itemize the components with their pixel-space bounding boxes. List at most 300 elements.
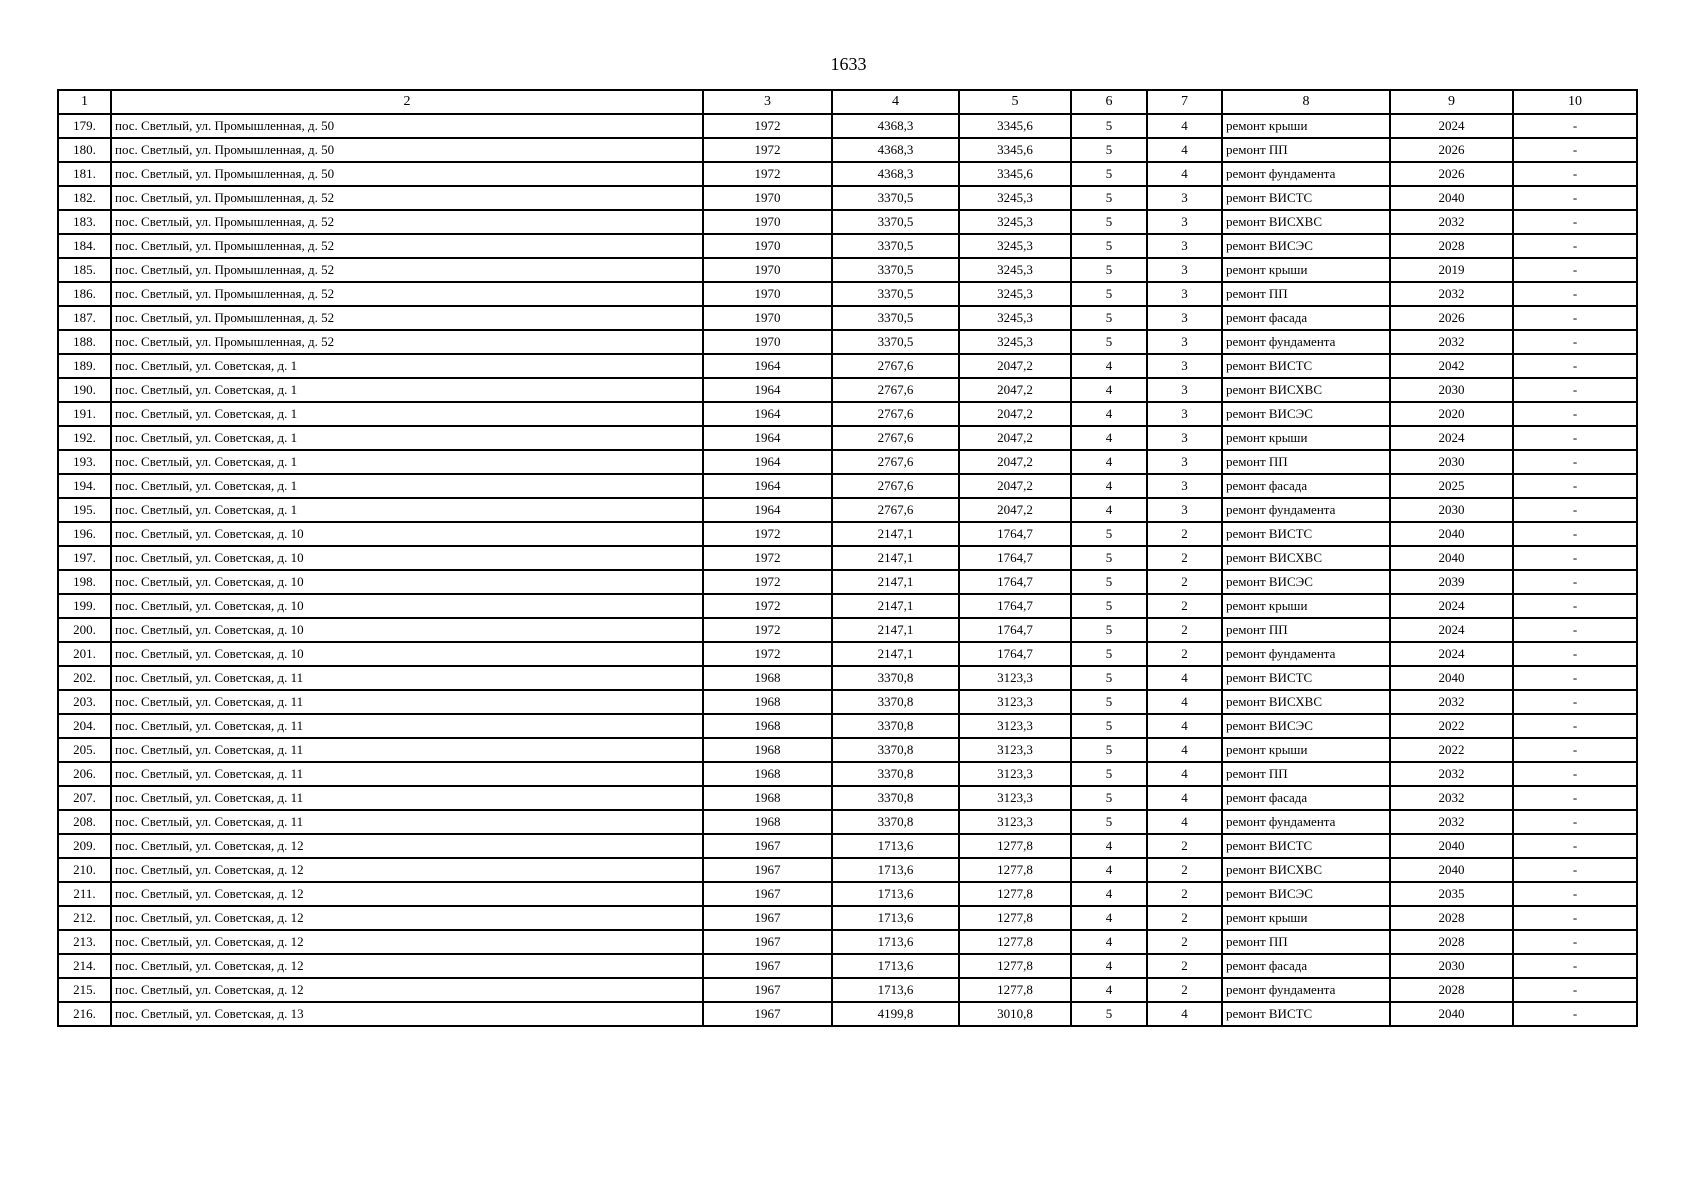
- address-cell: пос. Светлый, ул. Промышленная, д. 52: [111, 306, 703, 330]
- address-cell: пос. Светлый, ул. Советская, д. 10: [111, 546, 703, 570]
- living-area-cell: 2047,2: [959, 378, 1071, 402]
- note-cell: -: [1513, 618, 1637, 642]
- total-area-cell: 1713,6: [832, 954, 959, 978]
- row-number-cell: 182.: [58, 186, 111, 210]
- year-built-cell: 1964: [703, 426, 832, 450]
- address-cell: пос. Светлый, ул. Советская, д. 1: [111, 474, 703, 498]
- planned-year-cell: 2020: [1390, 402, 1513, 426]
- year-built-cell: 1970: [703, 234, 832, 258]
- table-row: [58, 210, 1637, 234]
- work-type-cell: ремонт ВИСЭС: [1222, 402, 1390, 426]
- planned-year-cell: 2040: [1390, 858, 1513, 882]
- address-cell: пос. Светлый, ул. Советская, д. 11: [111, 738, 703, 762]
- note-cell: -: [1513, 474, 1637, 498]
- note-cell: -: [1513, 882, 1637, 906]
- note-cell: -: [1513, 402, 1637, 426]
- note-cell: -: [1513, 762, 1637, 786]
- entrances-cell: 4: [1147, 138, 1222, 162]
- row-number-cell: 215.: [58, 978, 111, 1002]
- work-type-cell: ремонт крыши: [1222, 906, 1390, 930]
- row-number-cell: 193.: [58, 450, 111, 474]
- column-header: 4: [832, 90, 959, 114]
- work-type-cell: ремонт крыши: [1222, 426, 1390, 450]
- note-cell: -: [1513, 642, 1637, 666]
- year-built-cell: 1972: [703, 618, 832, 642]
- column-header: 10: [1513, 90, 1637, 114]
- table-row: [58, 162, 1637, 186]
- floors-cell: 4: [1071, 858, 1147, 882]
- work-type-cell: ремонт крыши: [1222, 258, 1390, 282]
- living-area-cell: 3123,3: [959, 714, 1071, 738]
- year-built-cell: 1967: [703, 954, 832, 978]
- living-area-cell: 2047,2: [959, 474, 1071, 498]
- floors-cell: 5: [1071, 210, 1147, 234]
- floors-cell: 5: [1071, 546, 1147, 570]
- living-area-cell: 3010,8: [959, 1002, 1071, 1026]
- total-area-cell: 3370,5: [832, 210, 959, 234]
- floors-cell: 5: [1071, 522, 1147, 546]
- year-built-cell: 1967: [703, 1002, 832, 1026]
- floors-cell: 5: [1071, 282, 1147, 306]
- planned-year-cell: 2030: [1390, 450, 1513, 474]
- entrances-cell: 2: [1147, 858, 1222, 882]
- table-row: [58, 474, 1637, 498]
- table-row: [58, 1002, 1637, 1026]
- row-number-cell: 179.: [58, 114, 111, 138]
- work-type-cell: ремонт ПП: [1222, 618, 1390, 642]
- planned-year-cell: 2032: [1390, 210, 1513, 234]
- address-cell: пос. Светлый, ул. Промышленная, д. 50: [111, 162, 703, 186]
- row-number-cell: 210.: [58, 858, 111, 882]
- table-row: [58, 498, 1637, 522]
- work-type-cell: ремонт фундамента: [1222, 162, 1390, 186]
- address-cell: пос. Светлый, ул. Советская, д. 13: [111, 1002, 703, 1026]
- table-row: [58, 138, 1637, 162]
- planned-year-cell: 2032: [1390, 786, 1513, 810]
- planned-year-cell: 2040: [1390, 1002, 1513, 1026]
- year-built-cell: 1967: [703, 906, 832, 930]
- table-row: [58, 882, 1637, 906]
- table-row: [58, 258, 1637, 282]
- floors-cell: 5: [1071, 330, 1147, 354]
- table-row: [58, 234, 1637, 258]
- table-row: [58, 618, 1637, 642]
- total-area-cell: 3370,5: [832, 282, 959, 306]
- year-built-cell: 1970: [703, 210, 832, 234]
- address-cell: пос. Светлый, ул. Советская, д. 1: [111, 402, 703, 426]
- table-row: [58, 114, 1637, 138]
- table-row: [58, 858, 1637, 882]
- floors-cell: 4: [1071, 930, 1147, 954]
- row-number-cell: 213.: [58, 930, 111, 954]
- address-cell: пос. Светлый, ул. Промышленная, д. 52: [111, 234, 703, 258]
- page-number: 1633: [830, 54, 867, 74]
- total-area-cell: 3370,8: [832, 762, 959, 786]
- year-built-cell: 1970: [703, 186, 832, 210]
- table-row: [58, 978, 1637, 1002]
- work-type-cell: ремонт крыши: [1222, 738, 1390, 762]
- living-area-cell: 1277,8: [959, 834, 1071, 858]
- total-area-cell: 3370,8: [832, 810, 959, 834]
- table-row: [58, 426, 1637, 450]
- work-type-cell: ремонт ПП: [1222, 282, 1390, 306]
- floors-cell: 5: [1071, 762, 1147, 786]
- floors-cell: 5: [1071, 258, 1147, 282]
- table-row: [58, 714, 1637, 738]
- address-cell: пос. Светлый, ул. Промышленная, д. 50: [111, 138, 703, 162]
- address-cell: пос. Светлый, ул. Промышленная, д. 52: [111, 258, 703, 282]
- row-number-cell: 198.: [58, 570, 111, 594]
- living-area-cell: 2047,2: [959, 426, 1071, 450]
- year-built-cell: 1967: [703, 930, 832, 954]
- floors-cell: 5: [1071, 786, 1147, 810]
- column-header: 9: [1390, 90, 1513, 114]
- column-header: 8: [1222, 90, 1390, 114]
- year-built-cell: 1967: [703, 834, 832, 858]
- note-cell: -: [1513, 282, 1637, 306]
- address-cell: пос. Светлый, ул. Советская, д. 12: [111, 930, 703, 954]
- floors-cell: 4: [1071, 426, 1147, 450]
- planned-year-cell: 2039: [1390, 570, 1513, 594]
- work-type-cell: ремонт фундамента: [1222, 978, 1390, 1002]
- note-cell: -: [1513, 954, 1637, 978]
- entrances-cell: 3: [1147, 378, 1222, 402]
- living-area-cell: 1764,7: [959, 522, 1071, 546]
- work-type-cell: ремонт фасада: [1222, 306, 1390, 330]
- year-built-cell: 1967: [703, 858, 832, 882]
- entrances-cell: 2: [1147, 546, 1222, 570]
- total-area-cell: 3370,5: [832, 330, 959, 354]
- table-row: [58, 930, 1637, 954]
- entrances-cell: 2: [1147, 570, 1222, 594]
- year-built-cell: 1968: [703, 714, 832, 738]
- entrances-cell: 3: [1147, 186, 1222, 210]
- year-built-cell: 1972: [703, 546, 832, 570]
- address-cell: пос. Светлый, ул. Промышленная, д. 50: [111, 114, 703, 138]
- row-number-cell: 192.: [58, 426, 111, 450]
- living-area-cell: 3123,3: [959, 810, 1071, 834]
- address-cell: пос. Светлый, ул. Советская, д. 1: [111, 450, 703, 474]
- floors-cell: 4: [1071, 354, 1147, 378]
- note-cell: -: [1513, 834, 1637, 858]
- floors-cell: 5: [1071, 738, 1147, 762]
- living-area-cell: 2047,2: [959, 354, 1071, 378]
- table-body: [58, 114, 1637, 1026]
- row-number-cell: 202.: [58, 666, 111, 690]
- planned-year-cell: 2030: [1390, 378, 1513, 402]
- note-cell: -: [1513, 738, 1637, 762]
- entrances-cell: 3: [1147, 474, 1222, 498]
- address-cell: пос. Светлый, ул. Советская, д. 10: [111, 642, 703, 666]
- planned-year-cell: 2032: [1390, 810, 1513, 834]
- row-number-cell: 203.: [58, 690, 111, 714]
- row-number-cell: 184.: [58, 234, 111, 258]
- work-type-cell: ремонт ВИСТС: [1222, 354, 1390, 378]
- entrances-cell: 4: [1147, 666, 1222, 690]
- year-built-cell: 1972: [703, 522, 832, 546]
- living-area-cell: 1277,8: [959, 954, 1071, 978]
- row-number-cell: 181.: [58, 162, 111, 186]
- planned-year-cell: 2024: [1390, 594, 1513, 618]
- year-built-cell: 1972: [703, 594, 832, 618]
- floors-cell: 5: [1071, 642, 1147, 666]
- note-cell: -: [1513, 810, 1637, 834]
- living-area-cell: 3245,3: [959, 258, 1071, 282]
- work-type-cell: ремонт фасада: [1222, 954, 1390, 978]
- entrances-cell: 2: [1147, 978, 1222, 1002]
- address-cell: пос. Светлый, ул. Промышленная, д. 52: [111, 282, 703, 306]
- row-number-cell: 204.: [58, 714, 111, 738]
- planned-year-cell: 2035: [1390, 882, 1513, 906]
- note-cell: -: [1513, 546, 1637, 570]
- table-row: [58, 546, 1637, 570]
- entrances-cell: 4: [1147, 114, 1222, 138]
- living-area-cell: 3123,3: [959, 786, 1071, 810]
- work-type-cell: ремонт ВИСХВС: [1222, 690, 1390, 714]
- row-number-cell: 199.: [58, 594, 111, 618]
- floors-cell: 5: [1071, 1002, 1147, 1026]
- total-area-cell: 3370,5: [832, 306, 959, 330]
- table-row: [58, 570, 1637, 594]
- row-number-cell: 212.: [58, 906, 111, 930]
- work-type-cell: ремонт ВИСТС: [1222, 834, 1390, 858]
- floors-cell: 4: [1071, 906, 1147, 930]
- year-built-cell: 1968: [703, 738, 832, 762]
- floors-cell: 5: [1071, 114, 1147, 138]
- year-built-cell: 1968: [703, 666, 832, 690]
- total-area-cell: 1713,6: [832, 882, 959, 906]
- work-type-cell: ремонт фасада: [1222, 474, 1390, 498]
- year-built-cell: 1967: [703, 882, 832, 906]
- total-area-cell: 2147,1: [832, 642, 959, 666]
- floors-cell: 5: [1071, 234, 1147, 258]
- entrances-cell: 3: [1147, 498, 1222, 522]
- table-row: [58, 306, 1637, 330]
- row-number-cell: 209.: [58, 834, 111, 858]
- entrances-cell: 2: [1147, 906, 1222, 930]
- note-cell: -: [1513, 162, 1637, 186]
- address-cell: пос. Светлый, ул. Советская, д. 10: [111, 618, 703, 642]
- address-cell: пос. Светлый, ул. Советская, д. 1: [111, 426, 703, 450]
- note-cell: -: [1513, 234, 1637, 258]
- row-number-cell: 194.: [58, 474, 111, 498]
- entrances-cell: 3: [1147, 354, 1222, 378]
- table-row: [58, 762, 1637, 786]
- work-type-cell: ремонт ПП: [1222, 762, 1390, 786]
- column-header: 3: [703, 90, 832, 114]
- work-type-cell: ремонт ПП: [1222, 138, 1390, 162]
- work-type-cell: ремонт крыши: [1222, 594, 1390, 618]
- note-cell: -: [1513, 786, 1637, 810]
- planned-year-cell: 2042: [1390, 354, 1513, 378]
- entrances-cell: 2: [1147, 882, 1222, 906]
- table-row: [58, 594, 1637, 618]
- year-built-cell: 1964: [703, 354, 832, 378]
- living-area-cell: 1764,7: [959, 546, 1071, 570]
- floors-cell: 5: [1071, 138, 1147, 162]
- entrances-cell: 2: [1147, 522, 1222, 546]
- entrances-cell: 4: [1147, 714, 1222, 738]
- address-cell: пос. Светлый, ул. Советская, д. 12: [111, 978, 703, 1002]
- work-type-cell: ремонт ПП: [1222, 930, 1390, 954]
- table-row: [58, 186, 1637, 210]
- floors-cell: 5: [1071, 162, 1147, 186]
- note-cell: -: [1513, 306, 1637, 330]
- row-number-cell: 189.: [58, 354, 111, 378]
- planned-year-cell: 2022: [1390, 738, 1513, 762]
- column-header: 5: [959, 90, 1071, 114]
- total-area-cell: 2147,1: [832, 522, 959, 546]
- planned-year-cell: 2028: [1390, 906, 1513, 930]
- work-type-cell: ремонт ВИСХВС: [1222, 378, 1390, 402]
- planned-year-cell: 2032: [1390, 762, 1513, 786]
- floors-cell: 5: [1071, 714, 1147, 738]
- total-area-cell: 4368,3: [832, 138, 959, 162]
- floors-cell: 4: [1071, 402, 1147, 426]
- row-number-cell: 200.: [58, 618, 111, 642]
- living-area-cell: 3123,3: [959, 762, 1071, 786]
- address-cell: пос. Светлый, ул. Советская, д. 12: [111, 834, 703, 858]
- year-built-cell: 1972: [703, 162, 832, 186]
- planned-year-cell: 2040: [1390, 186, 1513, 210]
- note-cell: -: [1513, 978, 1637, 1002]
- planned-year-cell: 2040: [1390, 834, 1513, 858]
- planned-year-cell: 2026: [1390, 138, 1513, 162]
- total-area-cell: 4368,3: [832, 162, 959, 186]
- total-area-cell: 2147,1: [832, 594, 959, 618]
- planned-year-cell: 2022: [1390, 714, 1513, 738]
- year-built-cell: 1964: [703, 402, 832, 426]
- total-area-cell: 4199,8: [832, 1002, 959, 1026]
- work-type-cell: ремонт фасада: [1222, 786, 1390, 810]
- living-area-cell: 3123,3: [959, 666, 1071, 690]
- living-area-cell: 3245,3: [959, 330, 1071, 354]
- entrances-cell: 4: [1147, 1002, 1222, 1026]
- total-area-cell: 2767,6: [832, 402, 959, 426]
- row-number-cell: 186.: [58, 282, 111, 306]
- total-area-cell: 2147,1: [832, 546, 959, 570]
- note-cell: -: [1513, 210, 1637, 234]
- entrances-cell: 3: [1147, 426, 1222, 450]
- address-cell: пос. Светлый, ул. Советская, д. 12: [111, 882, 703, 906]
- floors-cell: 5: [1071, 690, 1147, 714]
- entrances-cell: 4: [1147, 762, 1222, 786]
- entrances-cell: 2: [1147, 594, 1222, 618]
- planned-year-cell: 2024: [1390, 642, 1513, 666]
- note-cell: -: [1513, 714, 1637, 738]
- row-number-cell: 190.: [58, 378, 111, 402]
- row-number-cell: 195.: [58, 498, 111, 522]
- note-cell: -: [1513, 858, 1637, 882]
- floors-cell: 4: [1071, 834, 1147, 858]
- column-header: 6: [1071, 90, 1147, 114]
- note-cell: -: [1513, 930, 1637, 954]
- entrances-cell: 4: [1147, 786, 1222, 810]
- planned-year-cell: 2032: [1390, 282, 1513, 306]
- year-built-cell: 1972: [703, 642, 832, 666]
- entrances-cell: 3: [1147, 330, 1222, 354]
- column-header: 2: [111, 90, 703, 114]
- total-area-cell: 1713,6: [832, 906, 959, 930]
- note-cell: -: [1513, 450, 1637, 474]
- entrances-cell: 4: [1147, 162, 1222, 186]
- row-number-cell: 205.: [58, 738, 111, 762]
- table-row: [58, 954, 1637, 978]
- note-cell: -: [1513, 114, 1637, 138]
- note-cell: -: [1513, 666, 1637, 690]
- address-cell: пос. Светлый, ул. Советская, д. 10: [111, 522, 703, 546]
- entrances-cell: 2: [1147, 954, 1222, 978]
- row-number-cell: 191.: [58, 402, 111, 426]
- entrances-cell: 3: [1147, 450, 1222, 474]
- address-cell: пос. Светлый, ул. Советская, д. 12: [111, 858, 703, 882]
- living-area-cell: 1764,7: [959, 570, 1071, 594]
- entrances-cell: 4: [1147, 738, 1222, 762]
- living-area-cell: 1764,7: [959, 594, 1071, 618]
- entrances-cell: 4: [1147, 690, 1222, 714]
- table-row: [58, 522, 1637, 546]
- note-cell: -: [1513, 570, 1637, 594]
- living-area-cell: 2047,2: [959, 498, 1071, 522]
- work-type-cell: ремонт фундамента: [1222, 810, 1390, 834]
- address-cell: пос. Светлый, ул. Советская, д. 11: [111, 690, 703, 714]
- living-area-cell: 2047,2: [959, 402, 1071, 426]
- entrances-cell: 3: [1147, 210, 1222, 234]
- work-type-cell: ремонт фундамента: [1222, 330, 1390, 354]
- living-area-cell: 1764,7: [959, 642, 1071, 666]
- address-cell: пос. Светлый, ул. Советская, д. 1: [111, 354, 703, 378]
- year-built-cell: 1968: [703, 810, 832, 834]
- year-built-cell: 1964: [703, 474, 832, 498]
- work-type-cell: ремонт ВИСЭС: [1222, 882, 1390, 906]
- row-number-cell: 196.: [58, 522, 111, 546]
- row-number-cell: 183.: [58, 210, 111, 234]
- note-cell: -: [1513, 330, 1637, 354]
- living-area-cell: 3245,3: [959, 210, 1071, 234]
- entrances-cell: 4: [1147, 810, 1222, 834]
- row-number-cell: 216.: [58, 1002, 111, 1026]
- address-cell: пос. Светлый, ул. Советская, д. 12: [111, 906, 703, 930]
- living-area-cell: 3245,3: [959, 282, 1071, 306]
- floors-cell: 5: [1071, 810, 1147, 834]
- repair-schedule-table: [57, 89, 1638, 1027]
- work-type-cell: ремонт ВИСЭС: [1222, 714, 1390, 738]
- table-row: [58, 690, 1637, 714]
- row-number-cell: 197.: [58, 546, 111, 570]
- total-area-cell: 2767,6: [832, 354, 959, 378]
- year-built-cell: 1968: [703, 762, 832, 786]
- living-area-cell: 3123,3: [959, 738, 1071, 762]
- planned-year-cell: 2019: [1390, 258, 1513, 282]
- floors-cell: 4: [1071, 954, 1147, 978]
- total-area-cell: 1713,6: [832, 930, 959, 954]
- table-row: [58, 906, 1637, 930]
- row-number-cell: 208.: [58, 810, 111, 834]
- planned-year-cell: 2026: [1390, 306, 1513, 330]
- row-number-cell: 214.: [58, 954, 111, 978]
- floors-cell: 5: [1071, 666, 1147, 690]
- work-type-cell: ремонт ВИСТС: [1222, 1002, 1390, 1026]
- note-cell: -: [1513, 498, 1637, 522]
- total-area-cell: 3370,5: [832, 186, 959, 210]
- entrances-cell: 2: [1147, 834, 1222, 858]
- header-row: [58, 90, 1637, 114]
- row-number-cell: 185.: [58, 258, 111, 282]
- address-cell: пос. Светлый, ул. Советская, д. 11: [111, 762, 703, 786]
- row-number-cell: 207.: [58, 786, 111, 810]
- planned-year-cell: 2040: [1390, 666, 1513, 690]
- address-cell: пос. Светлый, ул. Советская, д. 11: [111, 714, 703, 738]
